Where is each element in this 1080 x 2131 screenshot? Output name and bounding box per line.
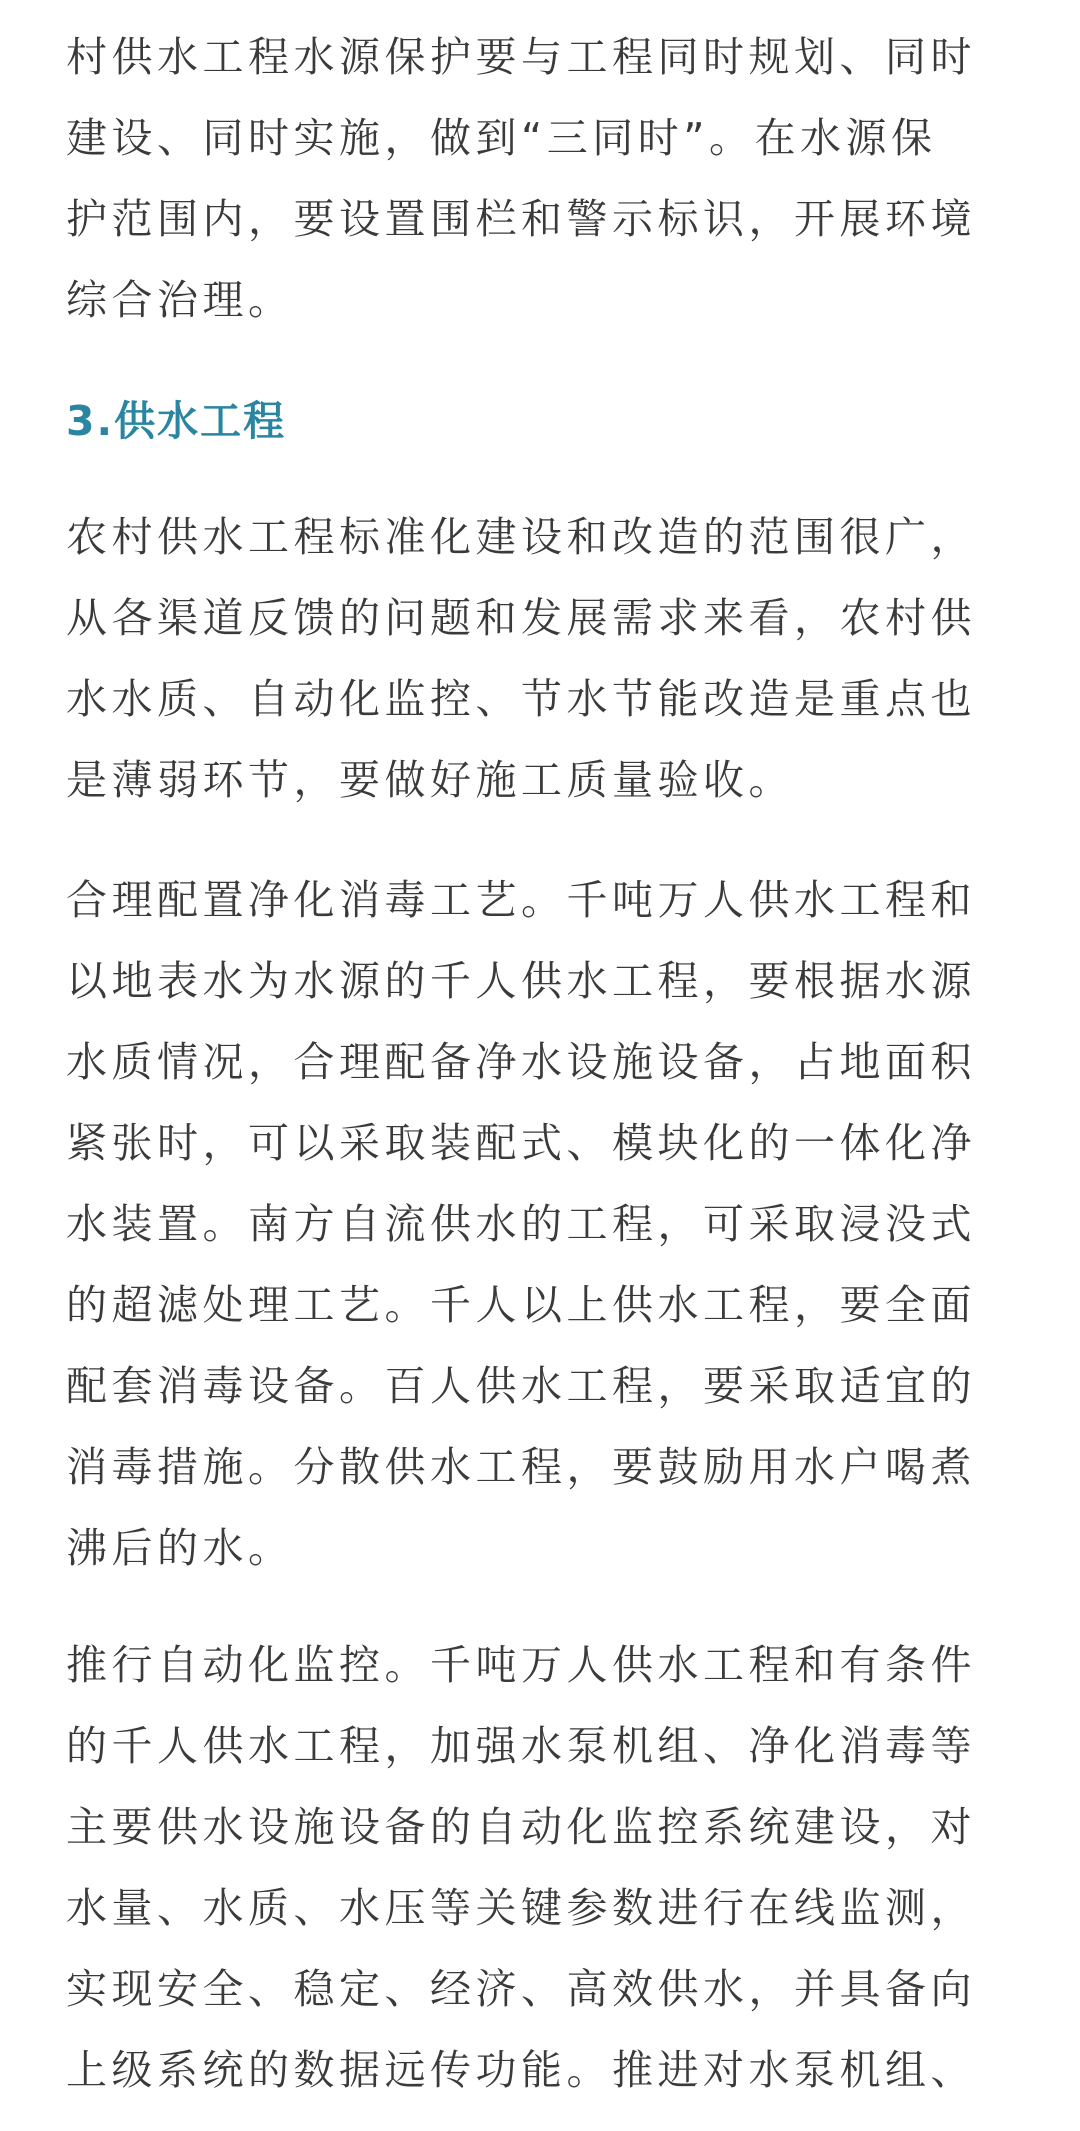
- text-line: 综合治理。: [66, 276, 294, 324]
- text-line: 推行自动化监控。千吨万人供水工程和有条件: [66, 1641, 976, 1689]
- text-line: 主要供水设施设备的自动化监控系统建设，对: [66, 1803, 976, 1851]
- section-heading: 3.供水工程: [66, 397, 287, 445]
- text-line: 沸后的水。: [66, 1524, 294, 1572]
- text-line: 农村供水工程标准化建设和改造的范围很广，: [66, 513, 976, 561]
- text-line: 消毒措施。分散供水工程，要鼓励用水户喝煮: [66, 1443, 976, 1491]
- text-line: 上级系统的数据远传功能。推进对水泵机组、: [66, 2046, 976, 2094]
- text-line: 的千人供水工程，加强水泵机组、净化消毒等: [66, 1722, 976, 1770]
- text-line: 水水质、自动化监控、节水节能改造是重点也: [66, 675, 976, 723]
- text-line: 护范围内，要设置围栏和警示标识，开展环境: [66, 195, 976, 243]
- text-line: 村供水工程水源保护要与工程同时规划、同时: [66, 33, 976, 81]
- text-line: 水装置。南方自流供水的工程，可采取浸没式: [66, 1200, 976, 1248]
- text-line: 合理配置净化消毒工艺。千吨万人供水工程和: [66, 876, 976, 924]
- paragraph-water-source-protection: [66, 17, 976, 341]
- text-line: 以地表水为水源的千人供水工程，要根据水源: [66, 957, 976, 1005]
- text-line: 配套消毒设备。百人供水工程，要采取适宜的: [66, 1362, 976, 1410]
- text-line: 水量、水质、水压等关键参数进行在线监测，: [66, 1884, 976, 1932]
- text-line: 紧张时，可以采取装配式、模块化的一体化净: [66, 1119, 976, 1167]
- text-line: 实现安全、稳定、经济、高效供水，并具备向: [66, 1965, 976, 2013]
- text-line: 建设、同时实施，做到“三同时”。在水源保: [66, 114, 937, 162]
- text-line: 是薄弱环节，要做好施工质量验收。: [66, 756, 794, 804]
- text-line: 从各渠道反馈的问题和发展需求来看，农村供: [66, 594, 976, 642]
- paragraph-purification-disinfection: [66, 860, 976, 1589]
- text-line: 水质情况，合理配备净水设施设备，占地面积: [66, 1038, 976, 1086]
- paragraph-automated-monitoring: [66, 1625, 976, 2111]
- text-line: 的超滤处理工艺。千人以上供水工程，要全面: [66, 1281, 976, 1329]
- paragraph-water-supply-overview: [66, 497, 976, 821]
